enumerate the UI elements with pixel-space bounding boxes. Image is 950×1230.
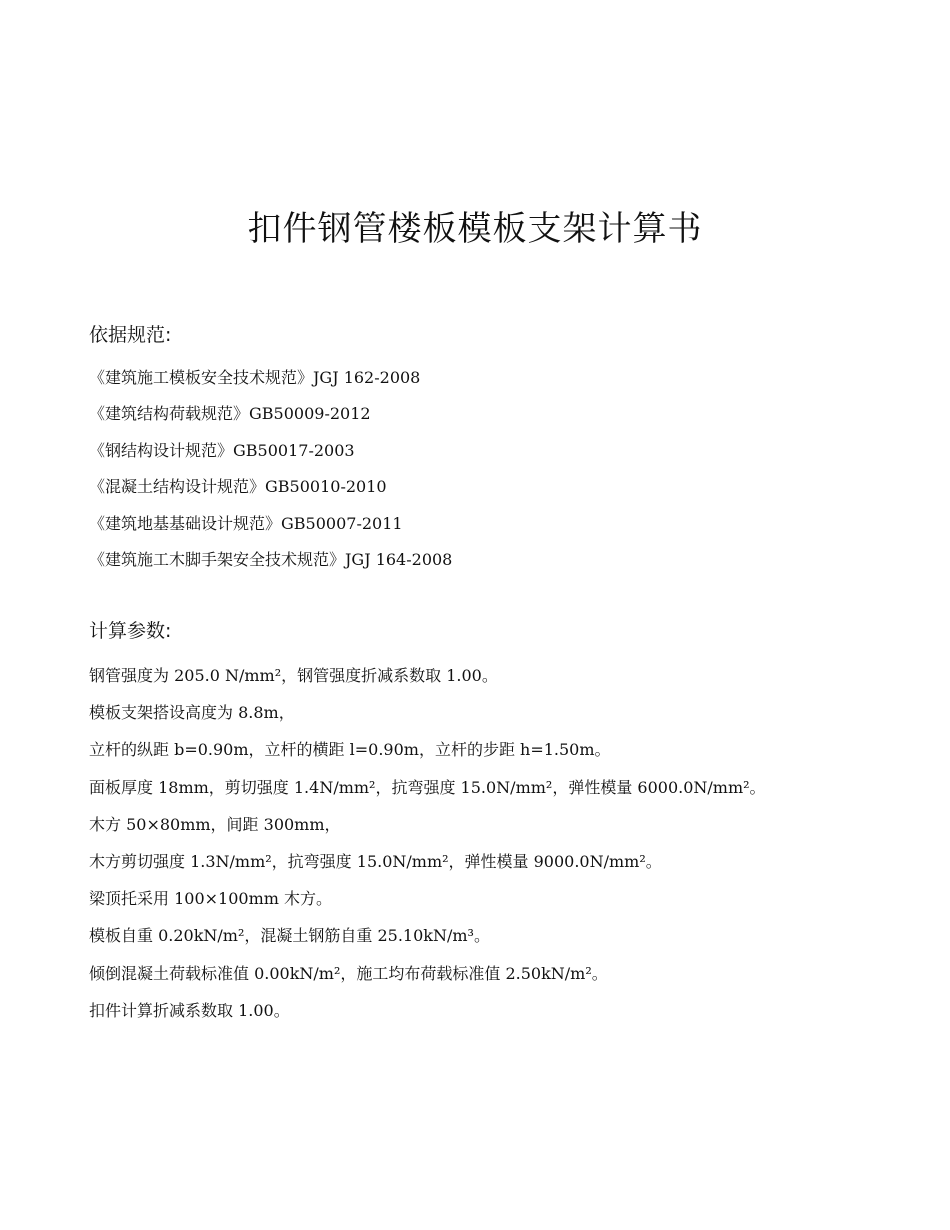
parameter-item: 模板自重 0.20kN/m²，混凝土钢筋自重 25.10kN/m³。 <box>89 926 490 946</box>
basis-heading: 依据规范: <box>89 324 172 346</box>
basis-item: 《建筑地基基础设计规范》GB50007-2011 <box>89 513 403 533</box>
basis-item: 《建筑施工模板安全技术规范》JGJ 162-2008 <box>89 368 421 387</box>
basis-item: 《钢结构设计规范》GB50017-2003 <box>89 440 355 460</box>
basis-list <box>89 364 452 582</box>
parameter-item: 倾倒混凝土荷载标准值 0.00kN/m²，施工均布荷载标准值 2.50kN/m²。 <box>89 963 608 983</box>
basis-item: 《混凝土结构设计规范》GB50010-2010 <box>89 477 387 497</box>
basis-item: 《建筑结构荷载规范》GB50009-2012 <box>89 404 371 424</box>
parameter-item: 扣件计算折减系数取 1.00。 <box>89 1000 290 1020</box>
document-title: 扣件钢管楼板模板支架计算书 <box>247 209 703 249</box>
parameter-item: 木方剪切强度 1.3N/mm²，抗弯强度 15.0N/mm²，弹性模量 9000.0N/mm²。 <box>89 851 662 871</box>
parameter-item: 梁顶托采用 100×100mm 木方。 <box>89 889 333 909</box>
parameter-item: 立杆的纵距 b=0.90m，立杆的横距 l=0.90m，立杆的步距 h=1.50m。 <box>89 740 611 760</box>
parameter-item: 木方 50×80mm，间距 300mm， <box>89 814 341 834</box>
parameters-heading: 计算参数: <box>89 620 172 642</box>
parameter-item: 钢管强度为 205.0 N/mm²，钢管强度折减系数取 1.00。 <box>89 666 498 685</box>
parameter-item: 面板厚度 18mm，剪切强度 1.4N/mm²，抗弯强度 15.0N/mm²，弹性模量 6000.0N/mm²。 <box>89 777 766 797</box>
basis-item: 《建筑施工木脚手架安全技术规范》JGJ 164-2008 <box>89 549 453 569</box>
parameter-item: 模板支架搭设高度为 8.8m， <box>89 703 295 723</box>
parameters-list <box>89 662 766 1034</box>
